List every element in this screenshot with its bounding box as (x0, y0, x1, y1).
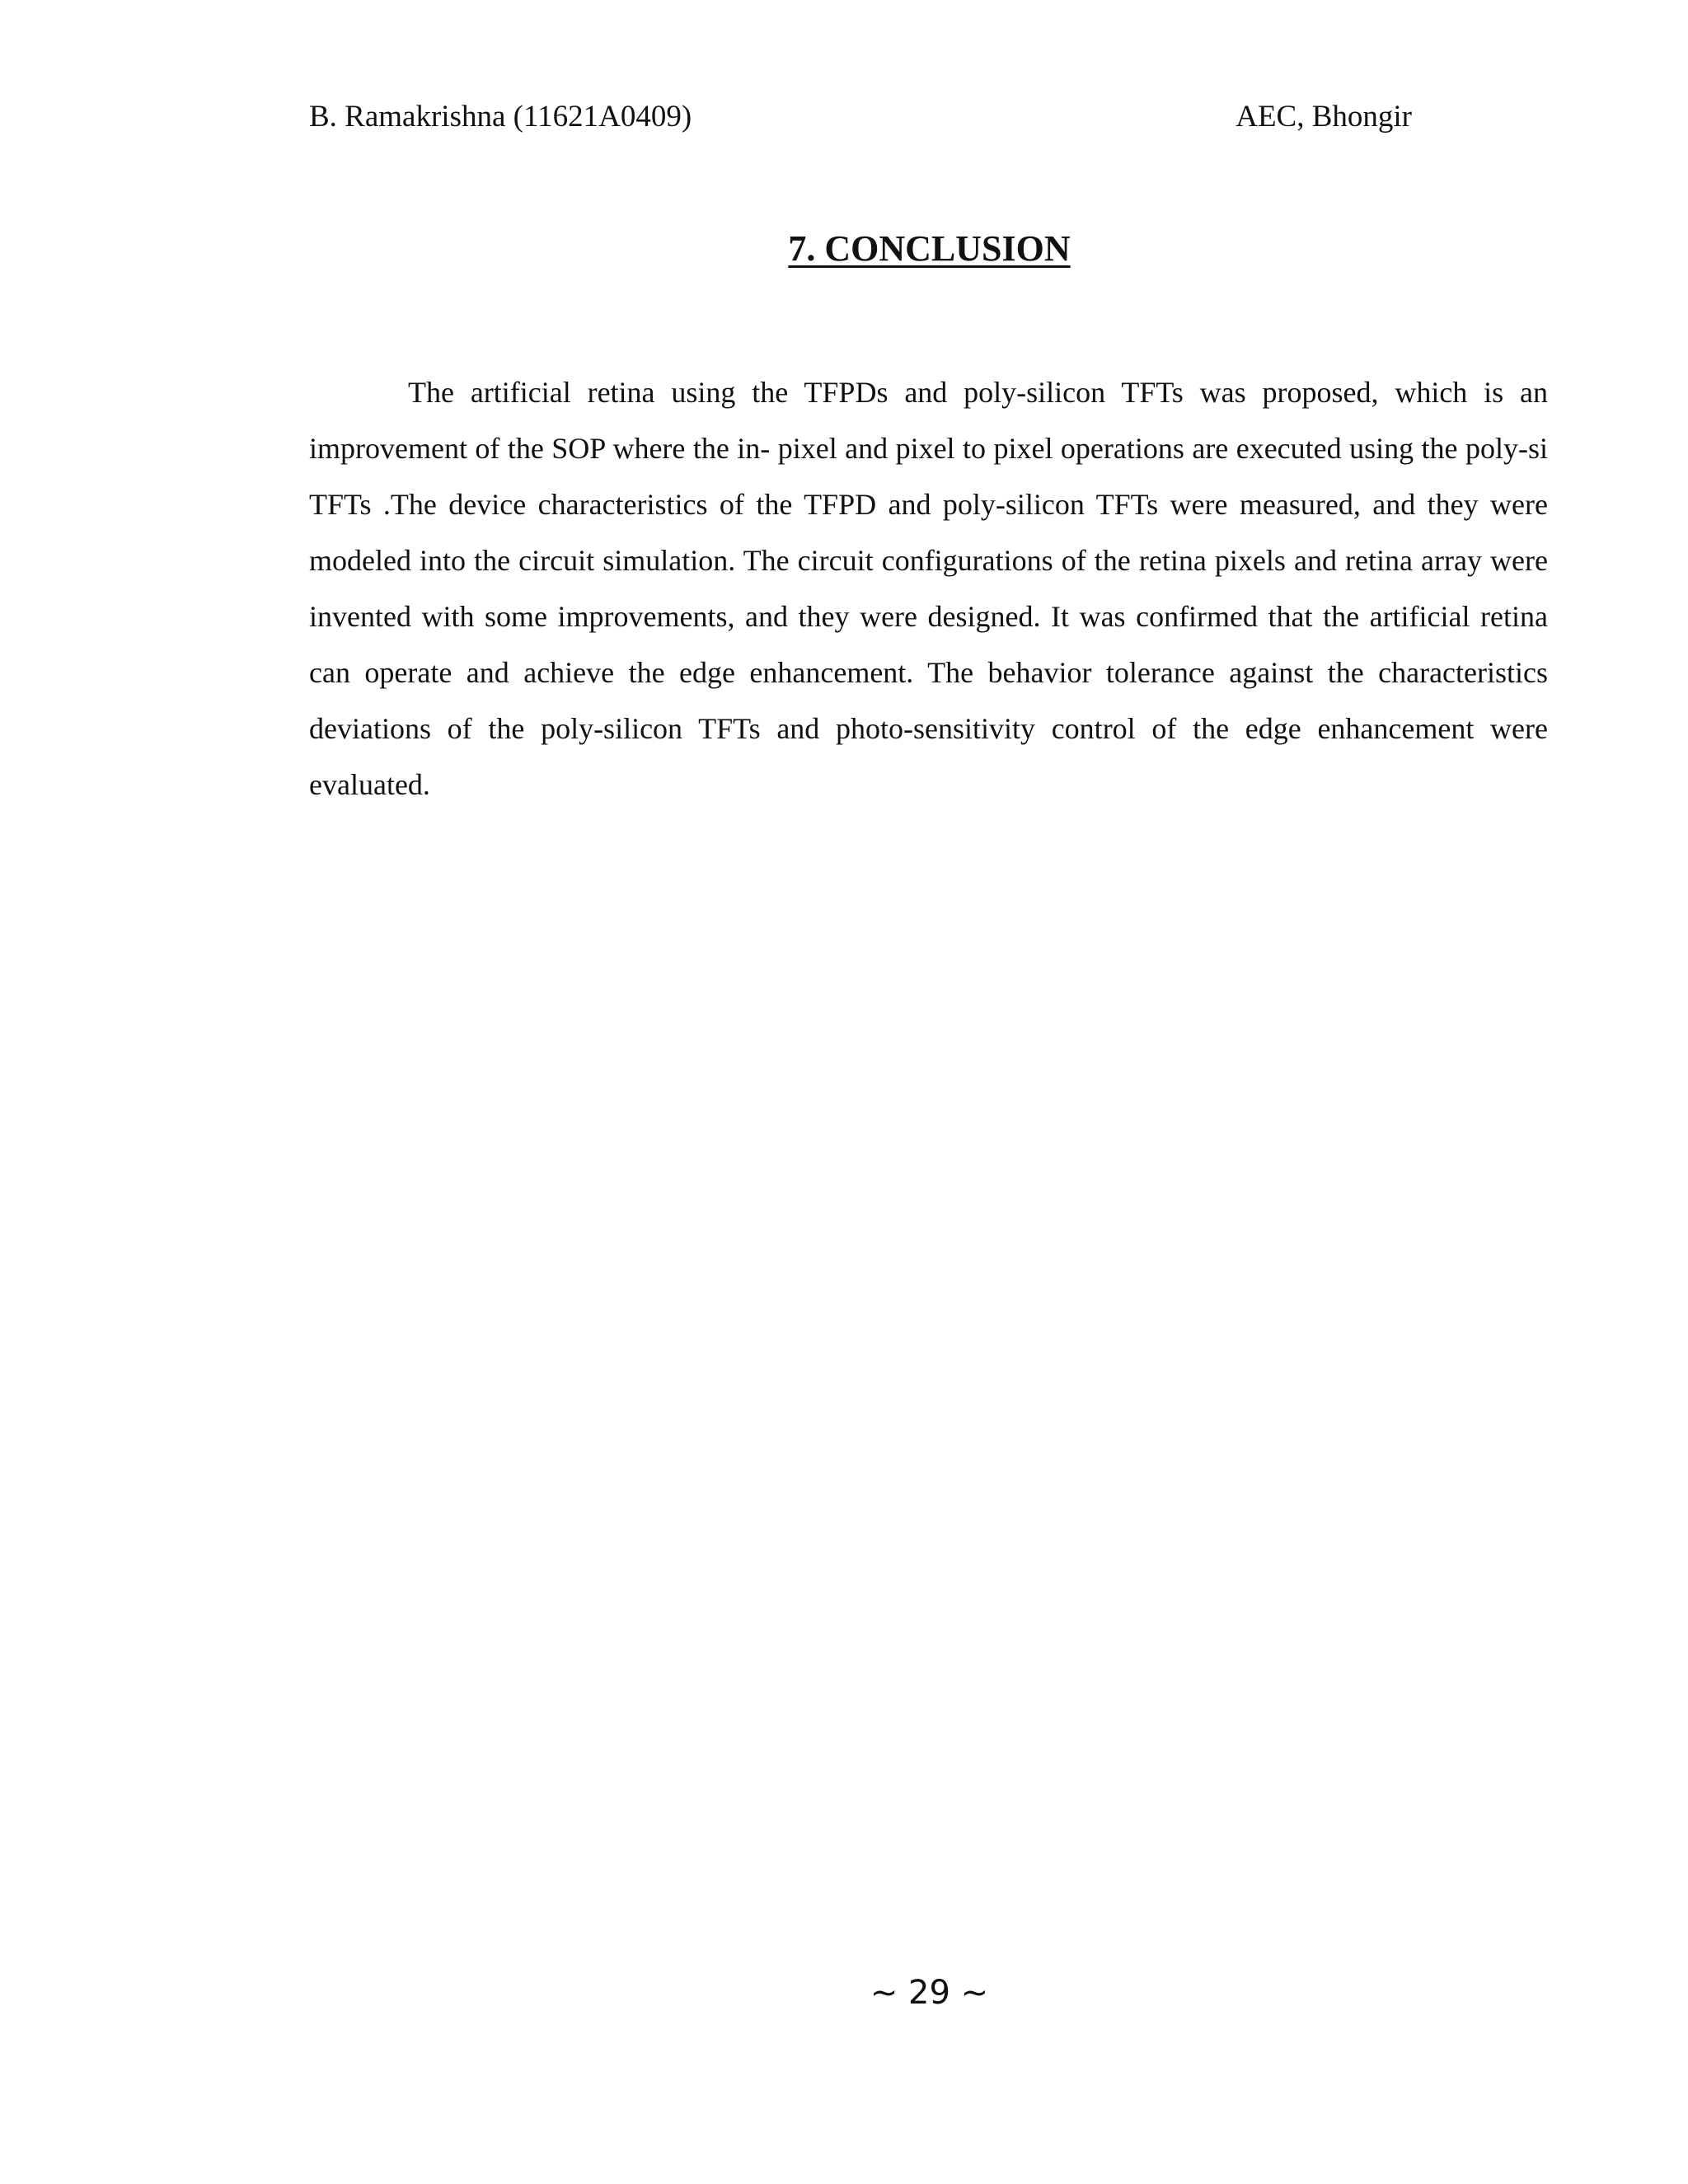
conclusion-paragraph: The artificial retina using the TFPDs and poly-silicon TFTs was proposed, which is an improvement of the SOP where the in- pixel and pixel to pixel operations are executed using the poly-si TFTs .The device characteristics of the TFPD and poly-silicon TFTs were measured, and they were modeled into the circuit simulation. The circuit configurations of the retina pixels and retina array were invented with some improvements, and they were designed. It was confirmed that the artificial retina can operate and achieve the edge enhancement. The behavior tolerance against the characteristics deviations of the poly-silicon TFTs and photo-sensitivity control of the edge enhancement were evaluated. (309, 376, 1548, 801)
page-number: ~ 29 ~ (870, 1974, 989, 2012)
section-title-text: 7. CONCLUSION (788, 228, 1071, 269)
header-institution: AEC, Bhongir (1236, 100, 1412, 134)
header-author: B. Ramakrishna (11621A0409) (309, 100, 692, 134)
section-title (0, 224, 1688, 274)
